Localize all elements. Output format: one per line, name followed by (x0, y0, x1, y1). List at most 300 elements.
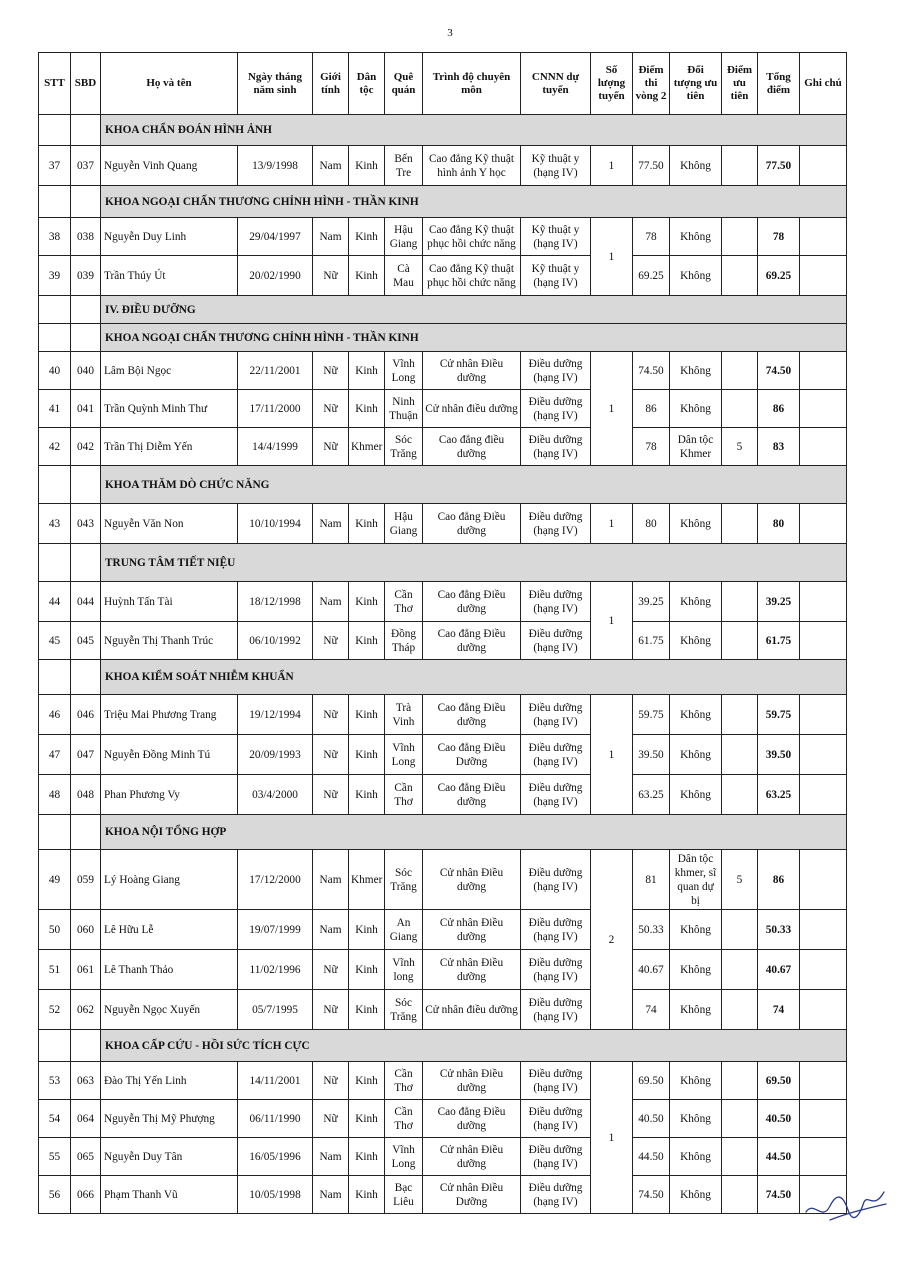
priority-points-cell (722, 582, 758, 622)
quota-cell: 1 (591, 504, 633, 544)
cnnn-cell: Điều dưỡng (hạng IV) (521, 428, 591, 466)
cnnn-cell: Điều dưỡng (hạng IV) (521, 352, 591, 390)
level-cell: Cao đẳng Kỹ thuật phục hồi chức năng (423, 256, 521, 296)
level-cell: Cao đẳng Điều dưỡng (423, 504, 521, 544)
total-cell: 78 (758, 218, 800, 256)
sbd-cell: 037 (71, 146, 101, 186)
name-cell: Triệu Mai Phương Trang (101, 695, 238, 735)
score-cell: 44.50 (633, 1138, 670, 1176)
section-blank-cell (71, 296, 101, 324)
stt-cell: 47 (39, 735, 71, 775)
note-cell (800, 352, 847, 390)
section-blank-cell (39, 815, 71, 850)
dob-cell: 16/05/1996 (238, 1138, 313, 1176)
quota-cell: 1 (591, 218, 633, 296)
section-row (39, 660, 847, 695)
priority-cell: Không (670, 146, 722, 186)
cnnn-cell: Điều dưỡng (hạng IV) (521, 850, 591, 910)
level-cell: Cao đẳng Điều dưỡng (423, 695, 521, 735)
dob-cell: 05/7/1995 (238, 990, 313, 1030)
total-cell: 83 (758, 428, 800, 466)
hometown-cell: Bến Tre (385, 146, 423, 186)
header-stt: STT (39, 53, 71, 115)
sbd-cell: 048 (71, 775, 101, 815)
level-cell: Cao đẳng Điều dưỡng (423, 1100, 521, 1138)
level-cell: Cao đẳng điều dưỡng (423, 428, 521, 466)
sbd-cell: 039 (71, 256, 101, 296)
section-row (39, 115, 847, 146)
stt-cell: 52 (39, 990, 71, 1030)
table-row (39, 990, 847, 1030)
score-cell: 39.25 (633, 582, 670, 622)
total-cell: 74 (758, 990, 800, 1030)
hometown-cell: Cần Thơ (385, 775, 423, 815)
ethnic-cell: Kinh (349, 352, 385, 390)
gender-cell: Nữ (313, 735, 349, 775)
header-ethnic: Dân tộc (349, 53, 385, 115)
dob-cell: 22/11/2001 (238, 352, 313, 390)
header-hometown: Quê quán (385, 53, 423, 115)
ethnic-cell: Kinh (349, 1062, 385, 1100)
score-cell: 81 (633, 850, 670, 910)
level-cell: Cử nhân điều dưỡng (423, 390, 521, 428)
gender-cell: Nam (313, 1138, 349, 1176)
priority-points-cell (722, 990, 758, 1030)
cnnn-cell: Điều dưỡng (hạng IV) (521, 990, 591, 1030)
hometown-cell: Cần Thơ (385, 582, 423, 622)
total-cell: 40.50 (758, 1100, 800, 1138)
name-cell: Lý Hoàng Giang (101, 850, 238, 910)
quota-cell: 1 (591, 352, 633, 466)
hometown-cell: Cần Thơ (385, 1062, 423, 1100)
table-row (39, 256, 847, 296)
dob-cell: 19/07/1999 (238, 910, 313, 950)
cnnn-cell: Điều dưỡng (hạng IV) (521, 1062, 591, 1100)
hometown-cell: Hậu Giang (385, 504, 423, 544)
total-cell: 74.50 (758, 352, 800, 390)
sbd-cell: 040 (71, 352, 101, 390)
section-blank-cell (39, 296, 71, 324)
level-cell: Cao đẳng Kỹ thuật phục hồi chức năng (423, 218, 521, 256)
sbd-cell: 045 (71, 622, 101, 660)
total-cell: 86 (758, 390, 800, 428)
section-blank-cell (39, 466, 71, 504)
note-cell (800, 622, 847, 660)
section-title: KHOA KIỂM SOÁT NHIỄM KHUẨN (101, 660, 847, 695)
section-row (39, 186, 847, 218)
level-cell: Cao đẳng Điều dưỡng (423, 582, 521, 622)
cnnn-cell: Điều dưỡng (hạng IV) (521, 582, 591, 622)
name-cell: Trần Thúy Út (101, 256, 238, 296)
priority-cell: Dân tộc Khmer (670, 428, 722, 466)
hometown-cell: Đồng Tháp (385, 622, 423, 660)
ethnic-cell: Kinh (349, 256, 385, 296)
priority-points-cell (722, 695, 758, 735)
score-cell: 74.50 (633, 352, 670, 390)
dob-cell: 10/10/1994 (238, 504, 313, 544)
cnnn-cell: Điều dưỡng (hạng IV) (521, 504, 591, 544)
section-blank-cell (71, 544, 101, 582)
cnnn-cell: Điều dưỡng (hạng IV) (521, 390, 591, 428)
priority-points-cell (722, 775, 758, 815)
hometown-cell: Ninh Thuận (385, 390, 423, 428)
priority-cell: Không (670, 352, 722, 390)
ethnic-cell: Kinh (349, 735, 385, 775)
gender-cell: Nam (313, 1176, 349, 1214)
sbd-cell: 063 (71, 1062, 101, 1100)
name-cell: Nguyễn Vinh Quang (101, 146, 238, 186)
ethnic-cell: Khmer (349, 428, 385, 466)
stt-cell: 40 (39, 352, 71, 390)
header-note: Ghi chú (800, 53, 847, 115)
ethnic-cell: Khmer (349, 850, 385, 910)
hometown-cell: Hậu Giang (385, 218, 423, 256)
dob-cell: 06/10/1992 (238, 622, 313, 660)
cnnn-cell: Điều dưỡng (hạng IV) (521, 1138, 591, 1176)
table-row (39, 1100, 847, 1138)
total-cell: 61.75 (758, 622, 800, 660)
note-cell (800, 950, 847, 990)
cnnn-cell: Kỹ thuật y (hạng IV) (521, 146, 591, 186)
section-row (39, 815, 847, 850)
table-row (39, 146, 847, 186)
section-blank-cell (39, 1030, 71, 1062)
sbd-cell: 044 (71, 582, 101, 622)
note-cell (800, 850, 847, 910)
ethnic-cell: Kinh (349, 1100, 385, 1138)
stt-cell: 54 (39, 1100, 71, 1138)
priority-points-cell (722, 1100, 758, 1138)
name-cell: Nguyễn Duy Tân (101, 1138, 238, 1176)
total-cell: 74.50 (758, 1176, 800, 1214)
gender-cell: Nam (313, 146, 349, 186)
sbd-cell: 062 (71, 990, 101, 1030)
table-row (39, 390, 847, 428)
table-row (39, 428, 847, 466)
section-blank-cell (71, 1030, 101, 1062)
cnnn-cell: Điều dưỡng (hạng IV) (521, 735, 591, 775)
table-row (39, 850, 847, 910)
name-cell: Nguyễn Đồng Minh Tú (101, 735, 238, 775)
hometown-cell: Trà Vinh (385, 695, 423, 735)
dob-cell: 10/05/1998 (238, 1176, 313, 1214)
section-title: TRUNG TÂM TIẾT NIỆU (101, 544, 847, 582)
priority-points-cell (722, 390, 758, 428)
priority-cell: Không (670, 1138, 722, 1176)
results-table (38, 52, 847, 1214)
total-cell: 69.25 (758, 256, 800, 296)
section-blank-cell (39, 660, 71, 695)
priority-cell: Không (670, 218, 722, 256)
note-cell (800, 775, 847, 815)
priority-points-cell (722, 504, 758, 544)
gender-cell: Nam (313, 582, 349, 622)
level-cell: Cử nhân Điều dưỡng (423, 850, 521, 910)
name-cell: Lâm Bội Ngọc (101, 352, 238, 390)
note-cell (800, 990, 847, 1030)
header-priority-points: Điểm ưu tiên (722, 53, 758, 115)
ethnic-cell: Kinh (349, 1176, 385, 1214)
dob-cell: 29/04/1997 (238, 218, 313, 256)
priority-points-cell (722, 1176, 758, 1214)
score-cell: 86 (633, 390, 670, 428)
cnnn-cell: Điều dưỡng (hạng IV) (521, 1176, 591, 1214)
dob-cell: 17/12/2000 (238, 850, 313, 910)
level-cell: Cử nhân Điều dưỡng (423, 1062, 521, 1100)
score-cell: 69.25 (633, 256, 670, 296)
name-cell: Lê Thanh Thảo (101, 950, 238, 990)
stt-cell: 46 (39, 695, 71, 735)
section-row (39, 296, 847, 324)
table-row (39, 1176, 847, 1214)
note-cell (800, 218, 847, 256)
total-cell: 39.50 (758, 735, 800, 775)
section-title: KHOA CHẨN ĐOÁN HÌNH ẢNH (101, 115, 847, 146)
table-row (39, 910, 847, 950)
cnnn-cell: Điều dưỡng (hạng IV) (521, 910, 591, 950)
score-cell: 50.33 (633, 910, 670, 950)
total-cell: 39.25 (758, 582, 800, 622)
dob-cell: 14/4/1999 (238, 428, 313, 466)
section-blank-cell (39, 544, 71, 582)
level-cell: Cử nhân điều dưỡng (423, 990, 521, 1030)
section-title: KHOA CẤP CỨU - HỒI SỨC TÍCH CỰC (101, 1030, 847, 1062)
ethnic-cell: Kinh (349, 695, 385, 735)
score-cell: 78 (633, 218, 670, 256)
gender-cell: Nam (313, 218, 349, 256)
sbd-cell: 060 (71, 910, 101, 950)
stt-cell: 50 (39, 910, 71, 950)
name-cell: Trần Thị Diễm Yến (101, 428, 238, 466)
gender-cell: Nữ (313, 256, 349, 296)
stt-cell: 45 (39, 622, 71, 660)
ethnic-cell: Kinh (349, 146, 385, 186)
header-cnnn: CNNN dự tuyển (521, 53, 591, 115)
section-title: KHOA NGOẠI CHẤN THƯƠNG CHỈNH HÌNH - THẦN KINH (101, 324, 847, 352)
quota-cell: 1 (591, 582, 633, 660)
cnnn-cell: Kỹ thuật y (hạng IV) (521, 218, 591, 256)
name-cell: Lê Hữu Lễ (101, 910, 238, 950)
ethnic-cell: Kinh (349, 218, 385, 256)
section-blank-cell (71, 815, 101, 850)
priority-points-cell: 5 (722, 428, 758, 466)
level-cell: Cử nhân Điều dưỡng (423, 950, 521, 990)
priority-cell: Dân tộc khmer, sĩ quan dự bị (670, 850, 722, 910)
section-blank-cell (39, 115, 71, 146)
stt-cell: 39 (39, 256, 71, 296)
priority-cell: Không (670, 910, 722, 950)
ethnic-cell: Kinh (349, 390, 385, 428)
priority-points-cell (722, 910, 758, 950)
table-row (39, 775, 847, 815)
section-blank-cell (71, 324, 101, 352)
hometown-cell: Vĩnh Long (385, 735, 423, 775)
ethnic-cell: Kinh (349, 504, 385, 544)
table-row (39, 1138, 847, 1176)
sbd-cell: 042 (71, 428, 101, 466)
priority-cell: Không (670, 390, 722, 428)
table-row (39, 352, 847, 390)
header-level: Trình độ chuyên môn (423, 53, 521, 115)
note-cell (800, 735, 847, 775)
dob-cell: 19/12/1994 (238, 695, 313, 735)
note-cell (800, 390, 847, 428)
gender-cell: Nữ (313, 695, 349, 735)
stt-cell: 37 (39, 146, 71, 186)
section-blank-cell (71, 466, 101, 504)
table-row (39, 695, 847, 735)
gender-cell: Nữ (313, 990, 349, 1030)
sbd-cell: 059 (71, 850, 101, 910)
level-cell: Cử nhân Điều dưỡng (423, 1138, 521, 1176)
ethnic-cell: Kinh (349, 622, 385, 660)
priority-points-cell (722, 218, 758, 256)
cnnn-cell: Điều dưỡng (hạng IV) (521, 622, 591, 660)
section-title: KHOA NỘI TỔNG HỢP (101, 815, 847, 850)
stt-cell: 49 (39, 850, 71, 910)
total-cell: 50.33 (758, 910, 800, 950)
dob-cell: 13/9/1998 (238, 146, 313, 186)
header-priority: Đối tượng ưu tiên (670, 53, 722, 115)
name-cell: Nguyễn Duy Linh (101, 218, 238, 256)
section-title: KHOA THĂM DÒ CHỨC NĂNG (101, 466, 847, 504)
gender-cell: Nữ (313, 428, 349, 466)
stt-cell: 42 (39, 428, 71, 466)
table-row (39, 735, 847, 775)
note-cell (800, 504, 847, 544)
score-cell: 40.50 (633, 1100, 670, 1138)
note-cell (800, 1100, 847, 1138)
table-row (39, 218, 847, 256)
section-blank-cell (39, 186, 71, 218)
quota-cell: 2 (591, 850, 633, 1030)
signature-image (800, 1180, 890, 1230)
note-cell (800, 695, 847, 735)
table-header-row (39, 53, 847, 115)
priority-cell: Không (670, 950, 722, 990)
gender-cell: Nữ (313, 950, 349, 990)
dob-cell: 20/02/1990 (238, 256, 313, 296)
name-cell: Nguyễn Thị Thanh Trúc (101, 622, 238, 660)
cnnn-cell: Điều dưỡng (hạng IV) (521, 775, 591, 815)
level-cell: Cao đẳng Điều Dưỡng (423, 735, 521, 775)
hometown-cell: Sóc Trăng (385, 850, 423, 910)
note-cell (800, 428, 847, 466)
section-row (39, 1030, 847, 1062)
cnnn-cell: Điều dưỡng (hạng IV) (521, 695, 591, 735)
note-cell (800, 256, 847, 296)
note-cell (800, 910, 847, 950)
name-cell: Huỳnh Tấn Tài (101, 582, 238, 622)
section-row (39, 544, 847, 582)
priority-points-cell (722, 1138, 758, 1176)
header-gender: Giới tính (313, 53, 349, 115)
gender-cell: Nữ (313, 622, 349, 660)
stt-cell: 43 (39, 504, 71, 544)
dob-cell: 20/09/1993 (238, 735, 313, 775)
section-title: KHOA NGOẠI CHẤN THƯƠNG CHỈNH HÌNH - THẦN KINH (101, 186, 847, 218)
gender-cell: Nữ (313, 1062, 349, 1100)
note-cell (800, 582, 847, 622)
stt-cell: 51 (39, 950, 71, 990)
dob-cell: 11/02/1996 (238, 950, 313, 990)
level-cell: Cử nhân Điều dưỡng (423, 352, 521, 390)
level-cell: Cử nhân Điều Dưỡng (423, 1176, 521, 1214)
name-cell: Nguyễn Văn Non (101, 504, 238, 544)
note-cell (800, 1062, 847, 1100)
stt-cell: 56 (39, 1176, 71, 1214)
sbd-cell: 047 (71, 735, 101, 775)
header-name: Họ và tên (101, 53, 238, 115)
priority-cell: Không (670, 775, 722, 815)
header-score: Điểm thi vòng 2 (633, 53, 670, 115)
ethnic-cell: Kinh (349, 910, 385, 950)
dob-cell: 03/4/2000 (238, 775, 313, 815)
level-cell: Cao đẳng Điều dưỡng (423, 622, 521, 660)
stt-cell: 48 (39, 775, 71, 815)
gender-cell: Nữ (313, 390, 349, 428)
score-cell: 74.50 (633, 1176, 670, 1214)
stt-cell: 53 (39, 1062, 71, 1100)
priority-points-cell (722, 950, 758, 990)
header-quota: Số lượng tuyển (591, 53, 633, 115)
section-blank-cell (71, 115, 101, 146)
page-number: 3 (447, 27, 453, 39)
priority-points-cell (722, 1062, 758, 1100)
score-cell: 78 (633, 428, 670, 466)
name-cell: Nguyễn Ngọc Xuyến (101, 990, 238, 1030)
cnnn-cell: Kỹ thuật y (hạng IV) (521, 256, 591, 296)
sbd-cell: 066 (71, 1176, 101, 1214)
dob-cell: 14/11/2001 (238, 1062, 313, 1100)
priority-cell: Không (670, 582, 722, 622)
stt-cell: 44 (39, 582, 71, 622)
priority-cell: Không (670, 1176, 722, 1214)
cnnn-cell: Điều dưỡng (hạng IV) (521, 950, 591, 990)
hometown-cell: An Giang (385, 910, 423, 950)
sbd-cell: 065 (71, 1138, 101, 1176)
level-cell: Cao đẳng Kỹ thuật hình ảnh Y học (423, 146, 521, 186)
score-cell: 77.50 (633, 146, 670, 186)
total-cell: 40.67 (758, 950, 800, 990)
table-row (39, 950, 847, 990)
gender-cell: Nữ (313, 352, 349, 390)
score-cell: 61.75 (633, 622, 670, 660)
priority-cell: Không (670, 504, 722, 544)
total-cell: 69.50 (758, 1062, 800, 1100)
name-cell: Đào Thị Yến Linh (101, 1062, 238, 1100)
stt-cell: 38 (39, 218, 71, 256)
table-row (39, 504, 847, 544)
total-cell: 80 (758, 504, 800, 544)
dob-cell: 18/12/1998 (238, 582, 313, 622)
total-cell: 77.50 (758, 146, 800, 186)
table-row (39, 582, 847, 622)
priority-cell: Không (670, 695, 722, 735)
name-cell: Phan Phương Vy (101, 775, 238, 815)
quota-cell: 1 (591, 695, 633, 815)
gender-cell: Nam (313, 504, 349, 544)
ethnic-cell: Kinh (349, 775, 385, 815)
sbd-cell: 064 (71, 1100, 101, 1138)
section-row (39, 324, 847, 352)
score-cell: 40.67 (633, 950, 670, 990)
priority-cell: Không (670, 990, 722, 1030)
total-cell: 86 (758, 850, 800, 910)
section-row (39, 466, 847, 504)
section-blank-cell (39, 324, 71, 352)
name-cell: Nguyễn Thị Mỹ Phượng (101, 1100, 238, 1138)
